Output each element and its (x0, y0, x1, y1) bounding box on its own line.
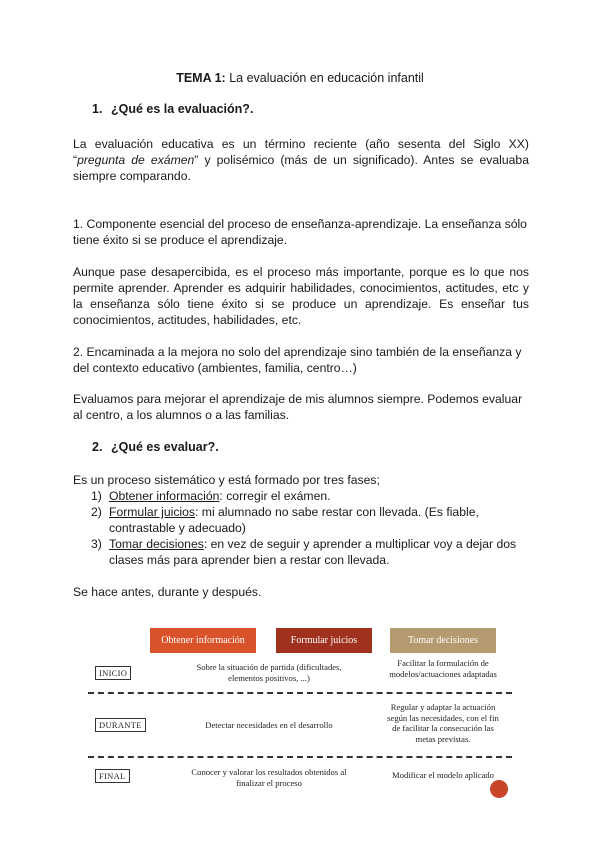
header-decide: Tomar decisiones (390, 628, 496, 653)
header-judge: Formular juicios (276, 628, 372, 653)
list-text: : mi alumnado no sabe restar con llevada. (Es fiable, contrastable y adecuado) (109, 505, 479, 535)
evaluation-phases-diagram (84, 612, 516, 792)
cell-durante-obtain: Detectar necesidades en el desarrollo (205, 720, 333, 730)
section1-number: 1. (92, 102, 103, 116)
closing-line: Se hace antes, durante y después. (73, 585, 262, 599)
header-obtain: Obtener información (150, 628, 256, 653)
section1-heading (92, 102, 253, 116)
cell-inicio-decide: Facilitar la formulación de modelos/actuaciones adaptadas (389, 658, 497, 679)
row-label-final: FINAL (95, 769, 130, 783)
paragraph-4: Evaluamos para mejorar el aprendizaje de mis alumnos siempre. Podemos evaluar al centro, a los alumnos o a las familias. (73, 392, 523, 422)
section1-intro (73, 136, 529, 184)
section2-intro: Es un proceso sistemático y está formado por tres fases; (73, 473, 380, 487)
cell-durante-decide: Regular y adaptar la actuación según las necesidades, con el fin de facilitar la consecución las metas previstas. (387, 702, 499, 744)
cell-final-decide: Modificar el modelo aplicado (392, 770, 494, 780)
list-text: : en vez de seguir y aprender a multiplicar voy a dejar dos clases más para aprender bien a restar con llevada. (109, 537, 517, 567)
title-rest: La evaluación en educación infantil (225, 71, 424, 85)
list-item (73, 536, 529, 568)
row-label-durante: DURANTE (95, 718, 146, 732)
cell-final-obtain: Conocer y valorar los resultados obtenidos al finalizar el proceso (191, 767, 347, 788)
list-term: Formular juicios (109, 505, 196, 519)
section2-heading-text: ¿Qué es evaluar?. (111, 440, 219, 454)
paragraph-3: 2. Encaminada a la mejora no solo del aprendizaje sino también de la enseñanza y del contexto educativo (ambientes, familia, centro…) (73, 345, 522, 375)
list-term: Obtener información (109, 489, 220, 503)
list-number: 1) (91, 489, 102, 503)
intro-part-b: ” y polisémico (más de un significado). Antes se evaluaba siempre comparando. (73, 153, 529, 183)
title-bold: TEMA 1: (176, 71, 226, 85)
intro-part-a: La evaluación educativa es un término reciente (año sesenta del Siglo XX) “ (73, 137, 529, 167)
section1-heading-text: ¿Qué es la evaluación?. (111, 102, 254, 116)
list-number: 3) (91, 537, 102, 551)
section2-number: 2. (92, 440, 103, 454)
phase-list (73, 488, 529, 568)
section2-heading (92, 440, 219, 454)
paragraph-1: 1. Componente esencial del proceso de enseñanza-aprendizaje. La enseñanza sólo tiene éxito si se produce el aprendizaje. (73, 217, 527, 247)
list-term: Tomar decisiones (109, 537, 204, 551)
row-divider (88, 756, 512, 758)
list-item (73, 488, 529, 504)
list-number: 2) (91, 505, 102, 519)
cell-inicio-obtain: Sobre la situación de partida (dificultades, elementos positivos, ...) (196, 662, 342, 683)
row-divider (88, 692, 512, 694)
document-title (0, 71, 600, 85)
decorative-dot (490, 780, 508, 798)
row-label-inicio: INICIO (95, 666, 131, 680)
list-item (73, 504, 529, 536)
paragraph-2: Aunque pase desapercibida, es el proceso más importante, porque es lo que nos permite aprender. Aprender es adquirir habilidades, conocimientos, actitudes, etc y la enseñanza sólo tiene éxito si se produce un aprendizaje. Es enseñar tus conocimientos, actitudes, habilidades, etc. (73, 265, 529, 327)
list-text: : corregir el exámen. (219, 489, 331, 503)
intro-italic: pregunta de exámen (77, 153, 195, 167)
